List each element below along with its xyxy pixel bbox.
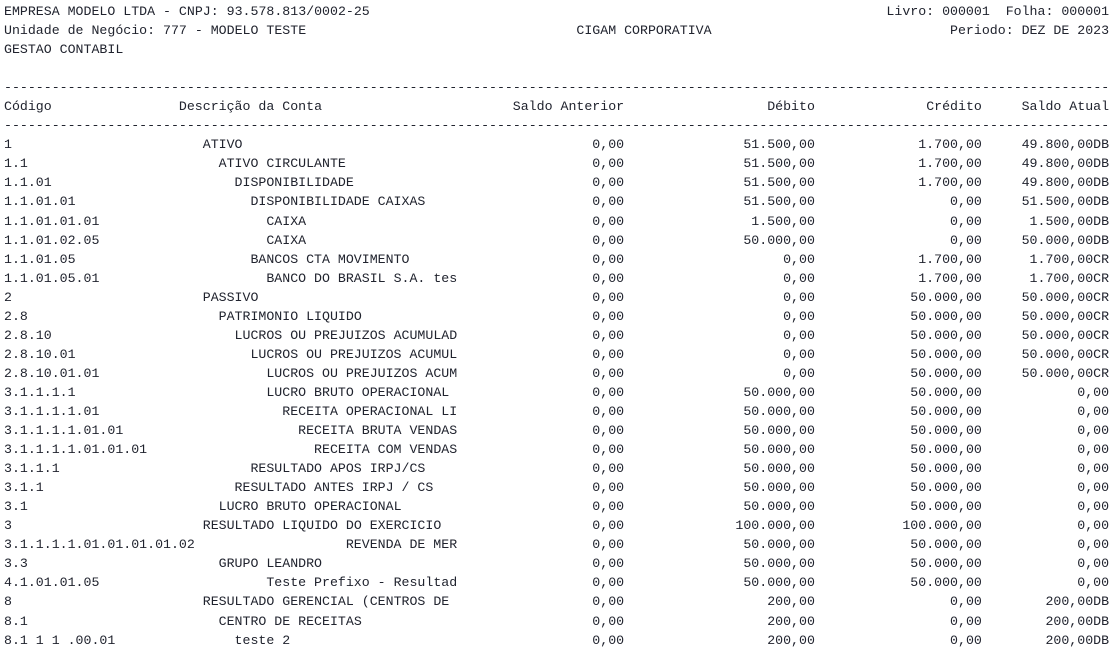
blank-line — [0, 59, 1119, 78]
table-row — [0, 383, 1119, 402]
row-credit: 50.000,00 — [910, 308, 982, 324]
row-current-balance: 50.000,00CR — [1021, 327, 1110, 343]
row-previous-balance: 0,00 — [592, 156, 625, 172]
table-row — [0, 345, 1119, 364]
row-current-balance: 0,00 — [1077, 442, 1110, 458]
row-previous-balance: 0,00 — [592, 251, 625, 267]
row-current-balance: 49.800,00DB — [1021, 175, 1110, 191]
row-code: 1.1.01.01 — [4, 194, 76, 210]
row-current-balance: 200,00DB — [1045, 632, 1110, 648]
row-code: 2.8.10.01 — [4, 346, 76, 362]
row-debit: 50.000,00 — [743, 556, 815, 572]
row-previous-balance: 0,00 — [592, 537, 625, 553]
row-description: RESULTADO LIQUIDO DO EXERCICIO — [202, 518, 442, 534]
row-description: LUCROS OU PREJUIZOS ACUM — [266, 365, 458, 381]
row-code: 8 — [4, 594, 12, 610]
table-row — [0, 554, 1119, 573]
row-current-balance: 0,00 — [1077, 575, 1110, 591]
table-row — [0, 269, 1119, 288]
row-description: CAIXA — [266, 232, 307, 248]
row-code: 3.1.1.1 — [4, 461, 60, 477]
table-row — [0, 421, 1119, 440]
row-current-balance: 0,00 — [1077, 480, 1110, 496]
row-credit: 50.000,00 — [910, 537, 982, 553]
row-credit: 50.000,00 — [910, 346, 982, 362]
row-description: RESULTADO APOS IRPJ/CS — [250, 461, 426, 477]
row-debit: 200,00 — [767, 613, 815, 629]
row-previous-balance: 0,00 — [592, 442, 625, 458]
row-credit: 1.700,00 — [918, 175, 982, 191]
table-row — [0, 573, 1119, 592]
row-description: RECEITA BRUTA VENDAS — [298, 423, 458, 439]
row-code: 2.8 — [4, 308, 28, 324]
row-description: RESULTADO GERENCIAL (CENTROS DE — [202, 594, 450, 610]
table-row — [0, 288, 1119, 307]
row-code: 8.1 1 1 .00.01 — [4, 632, 116, 648]
separator-row-bottom — [0, 116, 1119, 135]
row-description: ATIVO — [202, 137, 243, 153]
row-description: LUCRO BRUTO OPERACIONAL — [266, 384, 450, 400]
row-debit: 0,00 — [783, 346, 815, 362]
row-previous-balance: 0,00 — [592, 213, 625, 229]
table-row — [0, 326, 1119, 345]
row-debit: 50.000,00 — [743, 499, 815, 515]
row-credit: 50.000,00 — [910, 384, 982, 400]
table-row — [0, 231, 1119, 250]
row-debit: 51.500,00 — [743, 175, 815, 191]
row-current-balance: 50.000,00DB — [1021, 232, 1110, 248]
row-credit: 0,00 — [950, 613, 982, 629]
row-description: teste 2 — [234, 632, 291, 648]
row-description: RESULTADO ANTES IRPJ / CS — [234, 480, 434, 496]
row-code: 3.3 — [4, 556, 28, 572]
row-current-balance: 50.000,00CR — [1021, 289, 1110, 305]
row-current-balance: 50.000,00CR — [1021, 346, 1110, 362]
row-credit: 50.000,00 — [910, 480, 982, 496]
column-header-debit: Débito — [767, 99, 815, 115]
row-debit: 50.000,00 — [743, 384, 815, 400]
row-description: DISPONIBILIDADE CAIXAS — [250, 194, 426, 210]
row-description: LUCROS OU PREJUIZOS ACUMUL — [250, 346, 458, 362]
row-credit: 50.000,00 — [910, 423, 982, 439]
row-previous-balance: 0,00 — [592, 423, 625, 439]
row-code: 1.1.01 — [4, 175, 52, 191]
row-credit: 50.000,00 — [910, 575, 982, 591]
row-code: 1.1.01.01.01 — [4, 213, 100, 229]
table-row — [0, 478, 1119, 497]
row-current-balance: 0,00 — [1077, 556, 1110, 572]
table-row — [0, 135, 1119, 154]
column-header-description: Descrição da Conta — [178, 99, 323, 115]
row-current-balance: 1.700,00CR — [1029, 270, 1110, 286]
row-debit: 51.500,00 — [743, 156, 815, 172]
row-code: 3 — [4, 518, 12, 534]
row-previous-balance: 0,00 — [592, 137, 625, 153]
separator-line: ------------------------------------------------------------------------------------------------------------------------------------------- — [4, 80, 1110, 96]
table-row — [0, 535, 1119, 554]
row-previous-balance: 0,00 — [592, 594, 625, 610]
row-credit: 50.000,00 — [910, 289, 982, 305]
row-current-balance: 0,00 — [1077, 384, 1110, 400]
row-description: LUCROS OU PREJUIZOS ACUMULAD — [234, 327, 458, 343]
row-previous-balance: 0,00 — [592, 480, 625, 496]
table-row — [0, 212, 1119, 231]
row-description: PATRIMONIO LIQUIDO — [218, 308, 362, 324]
row-code: 3.1.1.1.1.01.01.01.01.02 — [4, 537, 195, 553]
row-debit: 0,00 — [783, 308, 815, 324]
table-row — [0, 364, 1119, 383]
table-row — [0, 154, 1119, 173]
row-debit: 50.000,00 — [743, 403, 815, 419]
row-previous-balance: 0,00 — [592, 327, 625, 343]
row-debit: 51.500,00 — [743, 194, 815, 210]
business-unit: Unidade de Negócio: 777 - MODELO TESTE — [4, 23, 307, 39]
row-debit: 50.000,00 — [743, 232, 815, 248]
row-previous-balance: 0,00 — [592, 613, 625, 629]
row-debit: 200,00 — [767, 594, 815, 610]
row-credit: 50.000,00 — [910, 499, 982, 515]
row-credit: 50.000,00 — [910, 365, 982, 381]
row-current-balance: 200,00DB — [1045, 594, 1110, 610]
row-debit: 50.000,00 — [743, 423, 815, 439]
report-header-line-3 — [0, 40, 1119, 59]
row-previous-balance: 0,00 — [592, 575, 625, 591]
row-description: PASSIVO — [202, 289, 259, 305]
row-current-balance: 0,00 — [1077, 518, 1110, 534]
row-previous-balance: 0,00 — [592, 556, 625, 572]
separator-line: ------------------------------------------------------------------------------------------------------------------------------------------- — [4, 118, 1110, 134]
row-code: 1.1.01.02.05 — [4, 232, 100, 248]
row-previous-balance: 0,00 — [592, 232, 625, 248]
row-code: 3.1 — [4, 499, 28, 515]
table-row — [0, 440, 1119, 459]
row-credit: 0,00 — [950, 213, 982, 229]
row-code: 2 — [4, 289, 12, 305]
table-row — [0, 497, 1119, 516]
row-code: 1.1.01.05 — [4, 251, 76, 267]
row-credit: 1.700,00 — [918, 270, 982, 286]
row-credit: 100.000,00 — [902, 518, 982, 534]
row-debit: 0,00 — [783, 365, 815, 381]
row-current-balance: 0,00 — [1077, 461, 1110, 477]
table-row — [0, 402, 1119, 421]
row-code: 3.1.1.1.1.01.01.01 — [4, 442, 148, 458]
row-code: 2.8.10 — [4, 327, 52, 343]
row-description: REVENDA DE MER — [345, 537, 458, 553]
row-previous-balance: 0,00 — [592, 499, 625, 515]
row-debit: 100.000,00 — [735, 518, 815, 534]
row-current-balance: 1.700,00CR — [1029, 251, 1110, 267]
row-debit: 50.000,00 — [743, 575, 815, 591]
row-previous-balance: 0,00 — [592, 308, 625, 324]
row-debit: 50.000,00 — [743, 537, 815, 553]
row-debit: 0,00 — [783, 251, 815, 267]
row-credit: 1.700,00 — [918, 156, 982, 172]
separator-row-top — [0, 78, 1119, 97]
row-debit: 50.000,00 — [743, 442, 815, 458]
row-current-balance: 0,00 — [1077, 423, 1110, 439]
row-code: 3.1.1 — [4, 480, 44, 496]
row-current-balance: 200,00DB — [1045, 613, 1110, 629]
report-header-line-2 — [0, 21, 1119, 40]
table-row — [0, 516, 1119, 535]
row-description: GRUPO LEANDRO — [218, 556, 323, 572]
row-previous-balance: 0,00 — [592, 384, 625, 400]
row-previous-balance: 0,00 — [592, 518, 625, 534]
table-row — [0, 612, 1119, 631]
company-name-cnpj: EMPRESA MODELO LTDA - CNPJ: 93.578.813/0002-25 — [4, 4, 370, 19]
row-credit: 0,00 — [950, 232, 982, 248]
row-description: RECEITA COM VENDAS — [314, 442, 458, 458]
row-code: 8.1 — [4, 613, 28, 629]
row-debit: 1.500,00 — [751, 213, 815, 229]
row-credit: 0,00 — [950, 594, 982, 610]
table-row — [0, 307, 1119, 326]
row-previous-balance: 0,00 — [592, 365, 625, 381]
table-row — [0, 459, 1119, 478]
row-credit: 50.000,00 — [910, 327, 982, 343]
row-description: RECEITA OPERACIONAL LI — [282, 403, 458, 419]
row-description: BANCO DO BRASIL S.A. tes — [266, 270, 458, 286]
period: Periodo: DEZ DE 2023 — [950, 23, 1110, 39]
row-debit: 200,00 — [767, 632, 815, 648]
report-center-title: CIGAM CORPORATIVA — [576, 23, 712, 39]
table-row — [0, 631, 1119, 650]
column-header-row — [0, 97, 1119, 116]
row-previous-balance: 0,00 — [592, 270, 625, 286]
row-credit: 0,00 — [950, 194, 982, 210]
row-credit: 50.000,00 — [910, 442, 982, 458]
livro-folha: Livro: 000001 Folha: 000001 — [886, 4, 1110, 19]
report-header-line-1 — [0, 2, 1119, 21]
row-credit: 50.000,00 — [910, 556, 982, 572]
row-credit: 1.700,00 — [918, 251, 982, 267]
row-description: DISPONIBILIDADE — [234, 175, 354, 191]
row-code: 2.8.10.01.01 — [4, 365, 100, 381]
column-header-current-balance: Saldo Atual — [1021, 99, 1110, 115]
row-current-balance: 51.500,00DB — [1021, 194, 1110, 210]
row-debit: 50.000,00 — [743, 461, 815, 477]
row-previous-balance: 0,00 — [592, 175, 625, 191]
row-code: 1.1 — [4, 156, 28, 172]
row-credit: 50.000,00 — [910, 461, 982, 477]
row-current-balance: 0,00 — [1077, 403, 1110, 419]
row-current-balance: 50.000,00CR — [1021, 365, 1110, 381]
row-code: 3.1.1.1.1.01.01 — [4, 423, 124, 439]
row-debit: 0,00 — [783, 327, 815, 343]
table-row — [0, 250, 1119, 269]
row-previous-balance: 0,00 — [592, 632, 625, 648]
row-description: CAIXA — [266, 213, 307, 229]
row-code: 1 — [4, 137, 12, 153]
row-code: 4.1.01.01.05 — [4, 575, 100, 591]
column-header-code: Código — [4, 99, 52, 115]
row-debit: 50.000,00 — [743, 480, 815, 496]
row-current-balance: 0,00 — [1077, 537, 1110, 553]
row-previous-balance: 0,00 — [592, 194, 625, 210]
table-row — [0, 192, 1119, 211]
row-credit: 50.000,00 — [910, 403, 982, 419]
column-header-credit: Crédito — [926, 99, 982, 115]
row-credit: 1.700,00 — [918, 137, 982, 153]
row-description: LUCRO BRUTO OPERACIONAL — [218, 499, 402, 515]
row-current-balance: 0,00 — [1077, 499, 1110, 515]
row-previous-balance: 0,00 — [592, 289, 625, 305]
row-code: 1.1.01.05.01 — [4, 270, 100, 286]
column-header-previous-balance: Saldo Anterior — [512, 99, 625, 115]
row-previous-balance: 0,00 — [592, 346, 625, 362]
row-credit: 0,00 — [950, 632, 982, 648]
table-row — [0, 173, 1119, 192]
row-debit: 51.500,00 — [743, 137, 815, 153]
row-code: 3.1.1.1.1 — [4, 384, 76, 400]
row-debit: 0,00 — [783, 270, 815, 286]
row-previous-balance: 0,00 — [592, 403, 625, 419]
report-table-body — [0, 135, 1119, 649]
row-previous-balance: 0,00 — [592, 461, 625, 477]
row-description: ATIVO CIRCULANTE — [218, 156, 346, 172]
row-code: 3.1.1.1.1.01 — [4, 403, 100, 419]
row-current-balance: 49.800,00DB — [1021, 137, 1110, 153]
row-current-balance: 50.000,00CR — [1021, 308, 1110, 324]
row-current-balance: 1.500,00DB — [1029, 213, 1110, 229]
row-description: Teste Prefixo - Resultad — [266, 575, 458, 591]
row-description: CENTRO DE RECEITAS — [218, 613, 362, 629]
table-row — [0, 592, 1119, 611]
row-description: BANCOS CTA MOVIMENTO — [250, 251, 410, 267]
module-name: GESTAO CONTABIL — [4, 42, 124, 58]
row-current-balance: 49.800,00DB — [1021, 156, 1110, 172]
row-debit: 0,00 — [783, 289, 815, 305]
